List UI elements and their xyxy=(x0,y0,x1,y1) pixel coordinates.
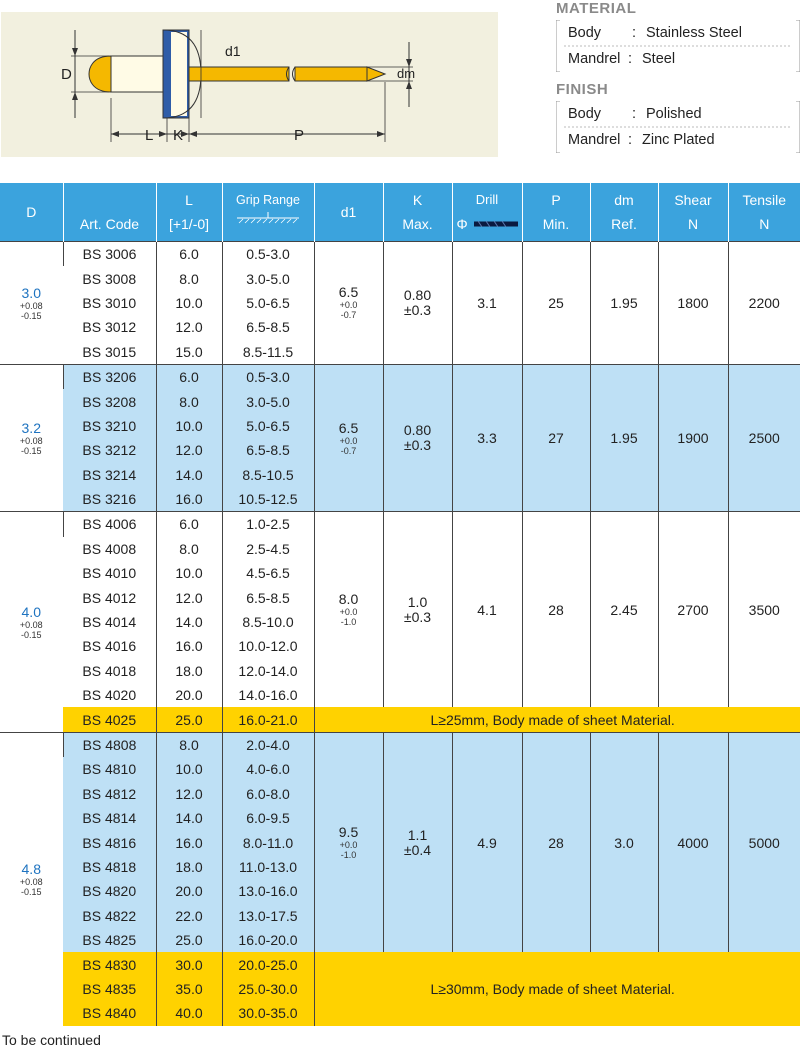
table-row-sheet-material xyxy=(0,952,800,976)
cell-code: BS 3212 xyxy=(63,438,156,462)
dm-cell: 2.45 xyxy=(590,512,658,708)
cell-code: BS 4820 xyxy=(63,879,156,903)
cell-code: BS 4830 xyxy=(63,952,156,976)
cell-grip: 20.0-25.0 xyxy=(222,952,314,976)
finish-title: FINISH xyxy=(556,81,609,98)
cell-grip: 2.5-4.5 xyxy=(222,537,314,561)
cell-L: 10.0 xyxy=(156,757,222,781)
material-body-value: Stainless Steel xyxy=(646,25,742,41)
table-body xyxy=(0,242,800,1026)
dm-cell: 1.95 xyxy=(590,364,658,511)
cell-grip: 5.0-6.5 xyxy=(222,291,314,315)
cell-grip: 25.0-30.0 xyxy=(222,977,314,1001)
cell-L: 25.0 xyxy=(156,928,222,952)
cell-L: 10.0 xyxy=(156,291,222,315)
P-cell: 25 xyxy=(522,242,590,365)
cell-grip: 11.0-13.0 xyxy=(222,855,314,879)
cell-code: BS 4814 xyxy=(63,806,156,830)
cell-grip: 8.0-11.0 xyxy=(222,830,314,854)
k-cell: 1.1 ±0.4 xyxy=(383,732,452,952)
material-mandrel-value: Steel xyxy=(642,51,676,67)
finish-row-mandrel xyxy=(568,132,715,148)
cell-grip: 3.0-5.0 xyxy=(222,389,314,413)
finish-body-key: Body xyxy=(568,106,602,122)
label-D: D xyxy=(61,66,72,83)
diameter-tol-minus: -0.15 xyxy=(20,446,42,457)
cell-L: 16.0 xyxy=(156,487,222,512)
cell-L: 10.0 xyxy=(156,414,222,438)
header-dm: dm Ref. xyxy=(590,183,658,242)
cell-L: 15.0 xyxy=(156,340,222,365)
material-body-sep: : xyxy=(632,25,637,41)
cell-L: 20.0 xyxy=(156,879,222,903)
rivet-dimension-drawing xyxy=(1,12,498,157)
cell-code: BS 4818 xyxy=(63,855,156,879)
cell-L: 12.0 xyxy=(156,782,222,806)
header-grip-range: Grip Range xyxy=(222,183,314,242)
cell-code: BS 4808 xyxy=(63,732,156,757)
d1-cell: 6.5 +0.0 -0.7 xyxy=(314,364,383,511)
phi-symbol: Φ xyxy=(456,216,468,232)
diameter-tol-plus: +0.08 xyxy=(19,300,43,311)
cell-code: BS 4025 xyxy=(63,707,156,732)
cell-L: 14.0 xyxy=(156,610,222,634)
header-P: P Min. xyxy=(522,183,590,242)
cell-code: BS 3010 xyxy=(63,291,156,315)
cell-L: 6.0 xyxy=(156,364,222,389)
tensile-cell: 3500 xyxy=(728,512,800,708)
cell-L: 12.0 xyxy=(156,315,222,339)
drill-cell: 4.9 xyxy=(452,732,522,952)
table-row xyxy=(0,242,800,267)
cell-L: 25.0 xyxy=(156,707,222,732)
P-cell: 27 xyxy=(522,364,590,511)
P-cell: 28 xyxy=(522,732,590,952)
cell-grip: 12.0-14.0 xyxy=(222,659,314,683)
cell-L: 12.0 xyxy=(156,438,222,462)
cell-grip: 6.5-8.5 xyxy=(222,585,314,609)
diameter-tol-plus: +0.08 xyxy=(19,620,43,631)
material-body-key: Body xyxy=(568,25,602,41)
cell-code: BS 4840 xyxy=(63,1001,156,1025)
d1-cell: 8.0 +0.0 -1.0 xyxy=(314,512,383,708)
cell-grip: 6.5-8.5 xyxy=(222,315,314,339)
k-cell: 1.0 ±0.3 xyxy=(383,512,452,708)
dm-cell: 1.95 xyxy=(590,242,658,365)
label-P: P xyxy=(294,127,305,144)
finish-mandrel-key: Mandrel xyxy=(568,132,621,148)
cell-grip: 16.0-20.0 xyxy=(222,928,314,952)
cell-grip: 30.0-35.0 xyxy=(222,1001,314,1025)
material-box xyxy=(556,20,800,72)
cell-L: 20.0 xyxy=(156,683,222,707)
header-shear: Shear N xyxy=(658,183,728,242)
diameter-tol-minus: -0.15 xyxy=(20,630,42,641)
cell-L: 14.0 xyxy=(156,463,222,487)
material-row-body xyxy=(568,25,742,41)
rivet-spec-table xyxy=(0,183,800,1026)
cell-code: BS 4810 xyxy=(63,757,156,781)
label-dm: dm xyxy=(397,66,416,81)
cell-code: BS 3015 xyxy=(63,340,156,365)
finish-mandrel-sep: : xyxy=(628,132,633,148)
cell-code: BS 4018 xyxy=(63,659,156,683)
k-cell: 0.80 ±0.3 xyxy=(383,242,452,365)
finish-body-value: Polished xyxy=(646,106,702,122)
cell-code: BS 3214 xyxy=(63,463,156,487)
drill-bit-icon xyxy=(472,219,518,229)
diameter-tol-plus: +0.08 xyxy=(19,877,43,888)
material-row-mandrel xyxy=(568,51,676,67)
cell-L: 6.0 xyxy=(156,512,222,537)
label-K: K xyxy=(173,127,184,144)
drill-cell: 3.3 xyxy=(452,364,522,511)
cell-L: 16.0 xyxy=(156,830,222,854)
table-row xyxy=(0,512,800,537)
cell-grip: 13.0-17.5 xyxy=(222,904,314,928)
cell-grip: 8.5-11.5 xyxy=(222,340,314,365)
label-d1: d1 xyxy=(225,43,241,59)
cell-grip: 5.0-6.5 xyxy=(222,414,314,438)
cell-code: BS 4020 xyxy=(63,683,156,707)
shear-cell: 1900 xyxy=(658,364,728,511)
cell-L: 16.0 xyxy=(156,634,222,658)
finish-body-sep: : xyxy=(632,106,637,122)
cell-L: 8.0 xyxy=(156,389,222,413)
cell-grip: 6.0-9.5 xyxy=(222,806,314,830)
cell-L: 18.0 xyxy=(156,659,222,683)
cell-grip: 3.0-5.0 xyxy=(222,266,314,290)
material-mandrel-key: Mandrel xyxy=(568,51,621,67)
cell-code: BS 4825 xyxy=(63,928,156,952)
cell-grip: 2.0-4.0 xyxy=(222,732,314,757)
cell-grip: 4.0-6.0 xyxy=(222,757,314,781)
cell-grip: 8.5-10.5 xyxy=(222,463,314,487)
diameter-cell xyxy=(0,732,63,1025)
table-row xyxy=(0,732,800,757)
cell-code: BS 3008 xyxy=(63,266,156,290)
dm-cell: 3.0 xyxy=(590,732,658,952)
finish-row-body xyxy=(568,106,702,122)
diameter-value: 3.2 xyxy=(21,420,41,437)
diameter-tol-minus: -0.15 xyxy=(20,310,42,321)
cell-L: 40.0 xyxy=(156,1001,222,1025)
drill-cell: 3.1 xyxy=(452,242,522,365)
cell-code: BS 4812 xyxy=(63,782,156,806)
label-L: L xyxy=(145,127,154,144)
cell-code: BS 3210 xyxy=(63,414,156,438)
material-mandrel-sep: : xyxy=(628,51,633,67)
cell-L: 8.0 xyxy=(156,537,222,561)
diameter-value: 4.8 xyxy=(21,861,41,878)
header-L: L [+1/-0] xyxy=(156,183,222,242)
cell-grip: 16.0-21.0 xyxy=(222,707,314,732)
diameter-cell xyxy=(0,242,63,365)
header-art-code: Art. Code xyxy=(63,183,156,242)
cell-code: BS 4010 xyxy=(63,561,156,585)
cell-grip: 1.0-2.5 xyxy=(222,512,314,537)
cell-code: BS 4012 xyxy=(63,585,156,609)
cell-grip: 10.0-12.0 xyxy=(222,634,314,658)
header-drill: Drill Φ xyxy=(452,183,522,242)
cell-code: BS 4835 xyxy=(63,977,156,1001)
k-cell: 0.80 ±0.3 xyxy=(383,364,452,511)
cell-code: BS 3012 xyxy=(63,315,156,339)
diameter-value: 4.0 xyxy=(21,604,41,621)
cell-code: BS 3208 xyxy=(63,389,156,413)
finish-mandrel-value: Zinc Plated xyxy=(642,132,715,148)
drill-cell: 4.1 xyxy=(452,512,522,708)
sheet-material-note: L≥30mm, Body made of sheet Material. xyxy=(314,952,800,1025)
header-d1: d1 xyxy=(314,183,383,242)
d1-cell: 6.5 +0.0 -0.7 xyxy=(314,242,383,365)
table-header-row xyxy=(0,183,800,242)
cell-code: BS 3216 xyxy=(63,487,156,512)
material-title: MATERIAL xyxy=(556,0,637,17)
continued-note: To be continued xyxy=(2,1032,101,1048)
table-row xyxy=(0,364,800,389)
sheet-material-note: L≥25mm, Body made of sheet Material. xyxy=(314,707,800,732)
cell-code: BS 4014 xyxy=(63,610,156,634)
cell-grip: 13.0-16.0 xyxy=(222,879,314,903)
cell-grip: 6.0-8.0 xyxy=(222,782,314,806)
cell-grip: 4.5-6.5 xyxy=(222,561,314,585)
cell-grip: 0.5-3.0 xyxy=(222,364,314,389)
P-cell: 28 xyxy=(522,512,590,708)
cell-grip: 6.5-8.5 xyxy=(222,438,314,462)
tensile-cell: 2500 xyxy=(728,364,800,511)
cell-L: 10.0 xyxy=(156,561,222,585)
cell-code: BS 3006 xyxy=(63,242,156,267)
finish-box xyxy=(556,101,800,153)
cell-grip: 8.5-10.0 xyxy=(222,610,314,634)
cell-L: 22.0 xyxy=(156,904,222,928)
tensile-cell: 5000 xyxy=(728,732,800,952)
header-K: K Max. xyxy=(383,183,452,242)
cell-grip: 14.0-16.0 xyxy=(222,683,314,707)
diameter-cell xyxy=(0,364,63,511)
cell-grip: 10.5-12.5 xyxy=(222,487,314,512)
cell-code: BS 4016 xyxy=(63,634,156,658)
diameter-cell xyxy=(0,512,63,733)
cell-L: 30.0 xyxy=(156,952,222,976)
cell-L: 18.0 xyxy=(156,855,222,879)
diameter-tol-minus: -0.15 xyxy=(20,887,42,898)
shear-cell: 4000 xyxy=(658,732,728,952)
shear-cell: 1800 xyxy=(658,242,728,365)
shear-cell: 2700 xyxy=(658,512,728,708)
cell-code: BS 4822 xyxy=(63,904,156,928)
cell-L: 14.0 xyxy=(156,806,222,830)
diameter-value: 3.0 xyxy=(21,284,41,301)
diameter-tol-plus: +0.08 xyxy=(19,436,43,447)
grip-range-icon xyxy=(233,210,303,224)
cell-L: 12.0 xyxy=(156,585,222,609)
tensile-cell: 2200 xyxy=(728,242,800,365)
cell-code: BS 3206 xyxy=(63,364,156,389)
cell-L: 8.0 xyxy=(156,732,222,757)
cell-L: 8.0 xyxy=(156,266,222,290)
cell-grip: 0.5-3.0 xyxy=(222,242,314,267)
header-tensile: Tensile N xyxy=(728,183,800,242)
table-row-sheet-material xyxy=(0,707,800,732)
cell-code: BS 4006 xyxy=(63,512,156,537)
cell-code: BS 4816 xyxy=(63,830,156,854)
header-D: D xyxy=(0,183,63,242)
cell-code: BS 4008 xyxy=(63,537,156,561)
cell-L: 6.0 xyxy=(156,242,222,267)
d1-cell: 9.5 +0.0 -1.0 xyxy=(314,732,383,952)
cell-L: 35.0 xyxy=(156,977,222,1001)
